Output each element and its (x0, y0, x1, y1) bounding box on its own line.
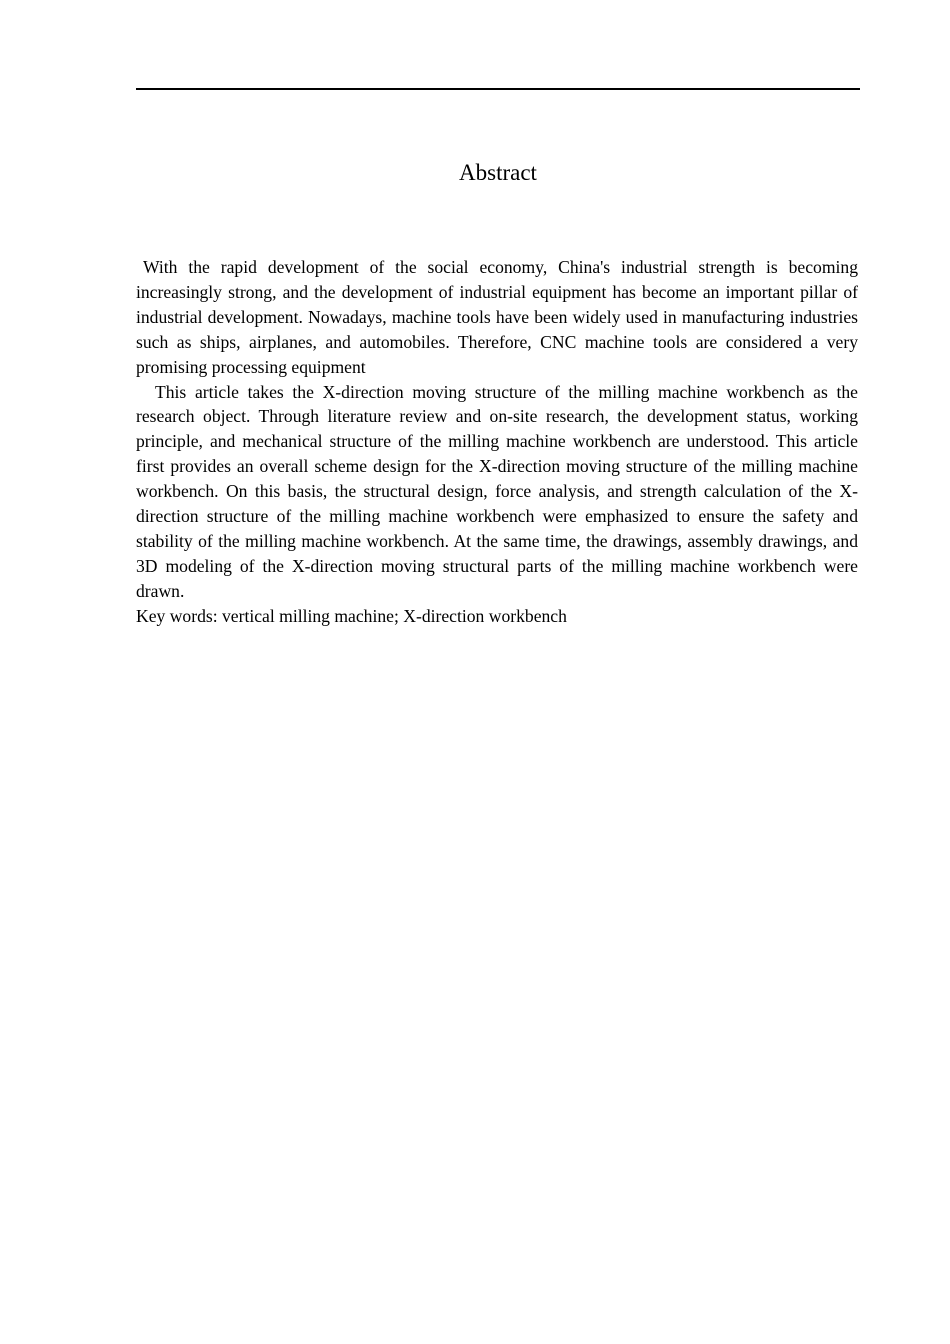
abstract-paragraph-1: With the rapid development of the social economy, China's industrial strength is becoming increasingly strong, and the development of industrial equipment has become an important pillar of industrial development. Nowadays, machine tools have been widely used in manufacturing industries such as ships, airplanes, and automobiles. Therefore, CNC machine tools are considered a very promising processing equipment (136, 257, 858, 377)
abstract-body (136, 255, 858, 629)
header-rule (136, 88, 860, 90)
keywords-line: Key words: vertical milling machine; X-direction workbench (136, 605, 567, 626)
abstract-paragraph-2: This article takes the X-direction moving structure of the milling machine workbench as the research object. Through literature review and on-site research, the development status, working principle, and mechanical structure of the milling machine workbench are understood. This article first provides an overall scheme design for the X-direction moving structure of the milling machine workbench. On this basis, the structural design, force analysis, and strength calculation of the X-direction structure of the milling machine workbench were emphasized to ensure the safety and stability of the milling machine workbench. At the same time, the drawings, assembly drawings, and 3D modeling of the X-direction moving structural parts of the milling machine workbench were drawn. (136, 381, 858, 601)
page-title: Abstract (459, 160, 537, 185)
